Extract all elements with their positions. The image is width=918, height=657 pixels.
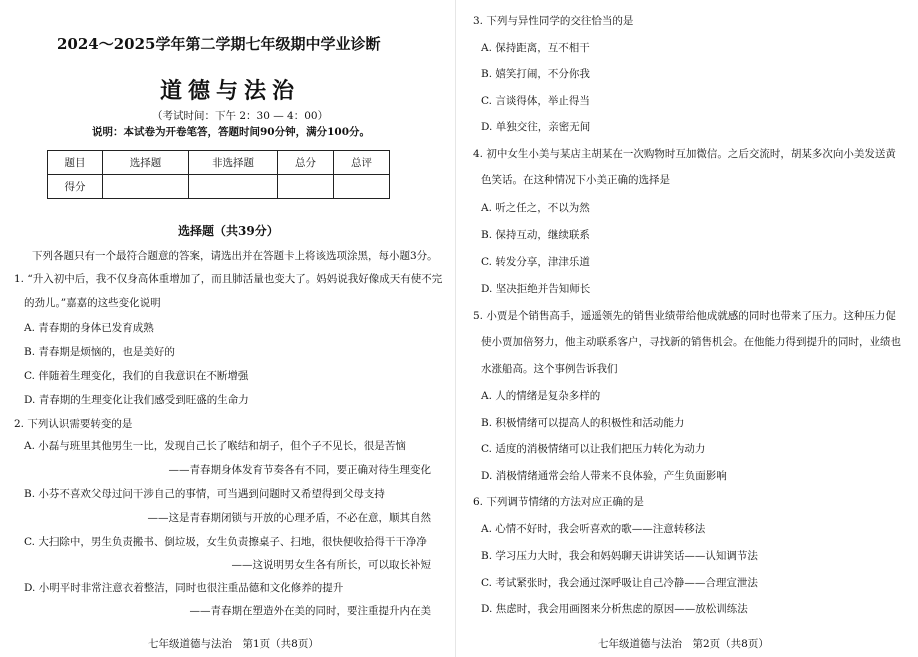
subject-title: 道德与法治 bbox=[160, 78, 301, 104]
score-header-cell: 非选择题 bbox=[189, 151, 278, 175]
q5-option-d: D. 消极情绪通常会给人带来不良体验，产生负面影响 bbox=[481, 470, 727, 482]
q2-option-c: C. 大扫除中，男生负责搬书、倒垃圾，女生负责擦桌子、扫地，很快便收拾得干干净净 bbox=[24, 536, 427, 548]
q2-option-b-comment: ——这是青春期闭锁与开放的心理矛盾，不必在意，顺其自然 bbox=[147, 512, 431, 524]
q1-option-d: D. 青春期的生理变化让我们感受到旺盛的生命力 bbox=[24, 394, 249, 406]
q6-option-d: D. 焦虑时，我会用画图来分析焦虑的原因——放松训练法 bbox=[481, 603, 748, 615]
page-divider bbox=[455, 0, 456, 657]
q4-option-d: D. 坚决拒绝并告知师长 bbox=[481, 283, 591, 295]
q4-stem-line2: 色笑话。在这种情况下小美正确的选择是 bbox=[481, 174, 670, 186]
q2-option-d: D. 小明平时非常注意衣着整洁，同时也很注重品德和文化修养的提升 bbox=[24, 582, 344, 594]
q5-option-c: C. 适度的消极情绪可以让我们把压力转化为动力 bbox=[481, 443, 706, 455]
q4-stem-line1: 4. 初中女生小美与某店主胡某在一次购物时互加微信。之后交流时，胡某多次向小美发送黄 bbox=[473, 148, 896, 160]
score-table-header-row bbox=[48, 151, 390, 175]
score-header-cell: 总评 bbox=[334, 151, 390, 175]
q3-option-a: A. 保持距离，互不相干 bbox=[481, 42, 590, 54]
score-row-label: 得分 bbox=[48, 175, 103, 199]
right-page-footer: 七年级道德与法治 第2页（共8页） bbox=[598, 638, 769, 650]
q5-option-a: A. 人的情绪是复杂多样的 bbox=[481, 390, 601, 402]
q1-stem-line2: 的劲儿。”嘉嘉的这些变化说明 bbox=[24, 297, 161, 309]
score-cell bbox=[189, 175, 278, 199]
section-intro: 下列各题只有一个最符合题意的答案，请选出并在答题卡上将该选项涂黑，每小题3分。 bbox=[32, 250, 438, 262]
q6-option-a: A. 心情不好时，我会听喜欢的歌——注意转移法 bbox=[481, 523, 706, 535]
q4-option-b: B. 保持互动，继续联系 bbox=[481, 229, 590, 241]
q5-stem-line1: 5. 小贾是个销售高手，遥遥领先的销售业绩带给他成就感的同时也带来了压力。这种压力促 bbox=[473, 310, 896, 322]
q1-stem-line1: 1. “升入初中后，我不仅身高体重增加了，而且肺活量也变大了。妈妈说我好像成天有使不完 bbox=[14, 273, 443, 285]
score-cell bbox=[103, 175, 189, 199]
q5-stem-line3: 水涨船高。这个事例告诉我们 bbox=[481, 363, 618, 375]
q2-option-a-comment: ——青春期身体发育节奏各有不同，要正确对待生理变化 bbox=[168, 464, 431, 476]
q4-option-a: A. 听之任之，不以为然 bbox=[481, 202, 590, 214]
q2-stem: 2. 下列认识需要转变的是 bbox=[14, 418, 133, 430]
section-title: 选择题（共39分） bbox=[178, 224, 279, 238]
q5-stem-line2: 使小贾加倍努力，他主动联系客户，寻找新的销售机会。在他能力得到提升的同时，业绩也 bbox=[481, 336, 901, 348]
q1-option-b: B. 青春期是烦恼的，也是美好的 bbox=[24, 346, 175, 358]
score-cell bbox=[334, 175, 390, 199]
q3-option-c: C. 言谈得体，举止得当 bbox=[481, 95, 590, 107]
q2-option-c-comment: ——这说明男女生各有所长，可以取长补短 bbox=[231, 559, 431, 571]
q1-option-c: C. 伴随着生理变化，我们的自我意识在不断增强 bbox=[24, 370, 249, 382]
q6-stem: 6. 下列调节情绪的方法对应正确的是 bbox=[473, 496, 644, 508]
exam-title: 2024～2025学年第二学期七年级期中学业诊断 bbox=[57, 35, 381, 53]
q3-stem: 3. 下列与异性同学的交往恰当的是 bbox=[473, 15, 634, 27]
score-table-score-row bbox=[48, 175, 390, 199]
score-header-cell: 题目 bbox=[48, 151, 103, 175]
q4-option-c: C. 转发分享，津津乐道 bbox=[481, 256, 590, 268]
q6-option-b: B. 学习压力大时，我会和妈妈聊天讲讲笑话——认知调节法 bbox=[481, 550, 758, 562]
q2-option-b: B. 小芬不喜欢父母过问干涉自己的事情，可当遇到问题时又希望得到父母支持 bbox=[24, 488, 385, 500]
q5-option-b: B. 积极情绪可以提高人的积极性和活动能力 bbox=[481, 417, 685, 429]
score-header-cell: 总分 bbox=[278, 151, 334, 175]
left-page-footer: 七年级道德与法治 第1页（共8页） bbox=[148, 638, 319, 650]
q1-option-a: A. 青春期的身体已发育成熟 bbox=[24, 322, 154, 334]
score-table bbox=[47, 150, 390, 199]
instructions: 说明：本试卷为开卷笔答，答题时间90分钟，满分100分。 bbox=[92, 126, 371, 138]
q2-option-d-comment: ——青春期在塑造外在美的同时，要注重提升内在美 bbox=[189, 605, 431, 617]
q6-option-c: C. 考试紧张时，我会通过深呼吸让自己冷静——合理宣泄法 bbox=[481, 577, 758, 589]
score-cell bbox=[278, 175, 334, 199]
q3-option-b: B. 嬉笑打闹，不分你我 bbox=[481, 68, 590, 80]
exam-time: （考试时间：下午 2：30 — 4：00） bbox=[152, 110, 329, 122]
q3-option-d: D. 单独交往，亲密无间 bbox=[481, 121, 591, 133]
score-header-cell: 选择题 bbox=[103, 151, 189, 175]
q2-option-a: A. 小磊与班里其他男生一比，发现自己长了喉结和胡子，但个子不见长，很是苦恼 bbox=[24, 440, 406, 452]
